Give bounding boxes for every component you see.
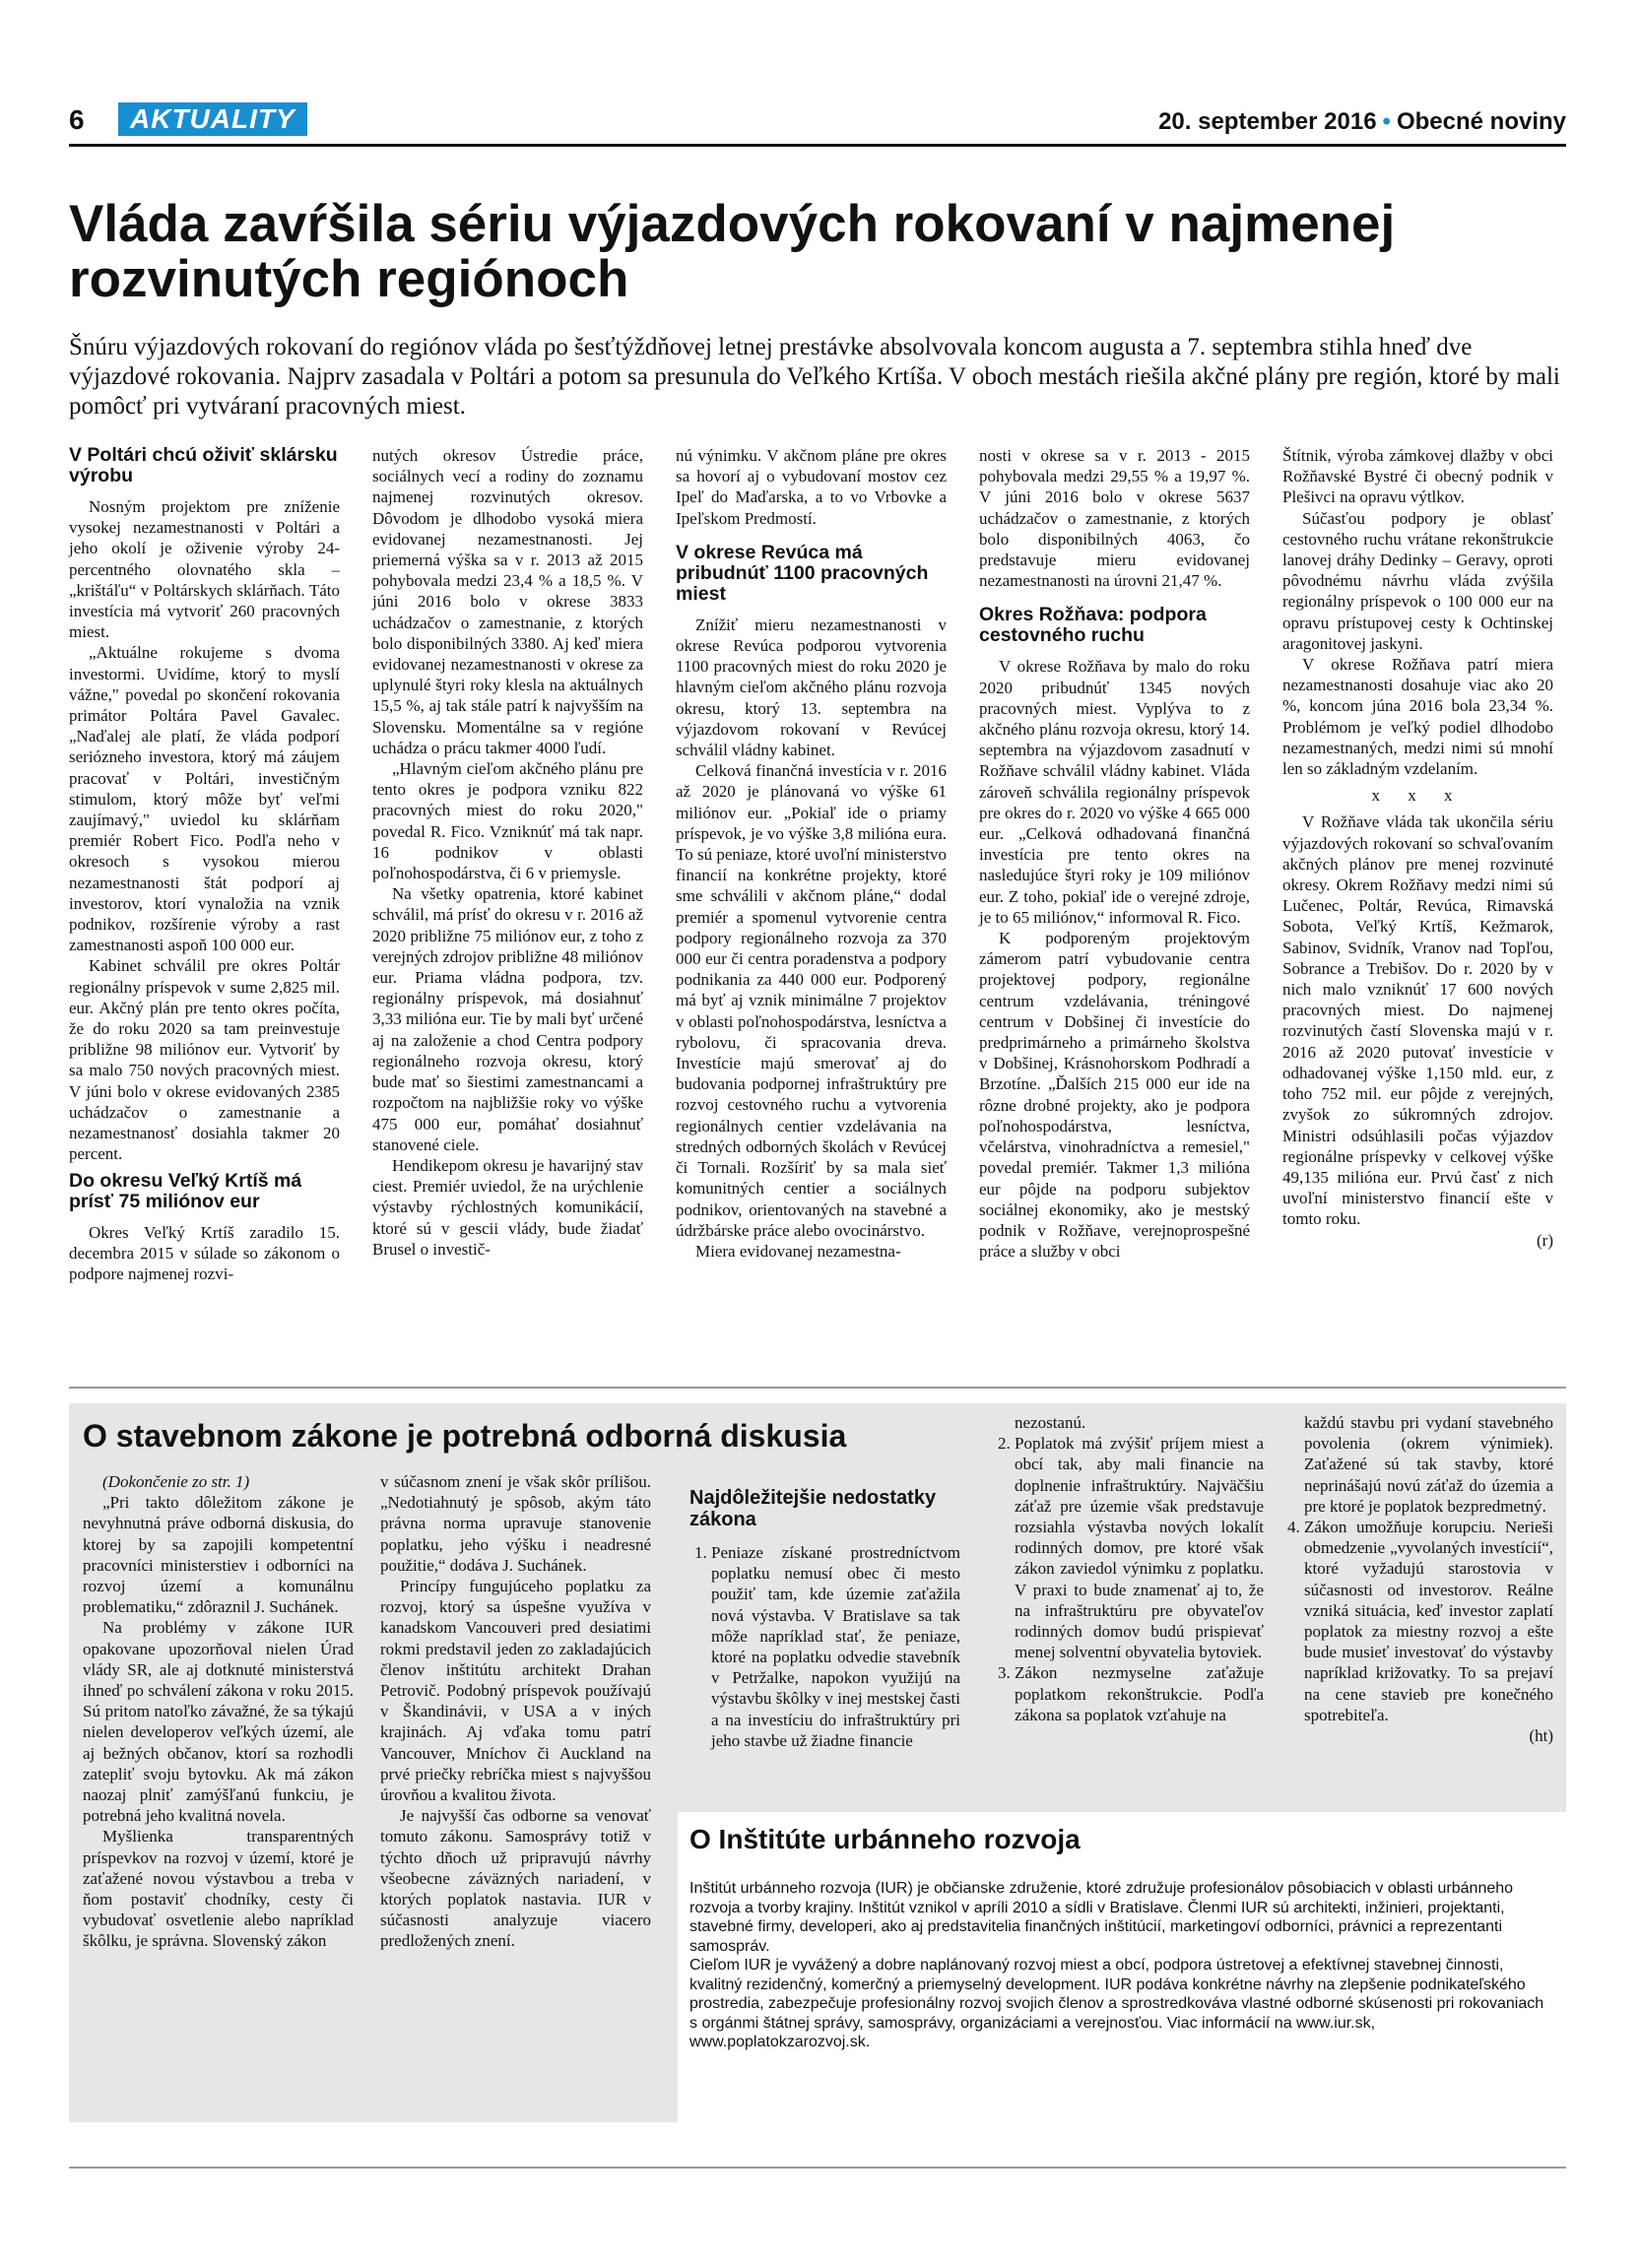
article-column-3	[676, 445, 947, 1262]
article-column-2	[372, 445, 643, 1260]
subheading-roznava: Okres Rožňava: podpora cestovného ruchu	[979, 604, 1207, 647]
list-item: 1. Peniaze získané prostredníctvom poplatku nemusí obec či mesto použiť tam, kde územie zaťažila nová výstavba. V Bratislave sa tak môže napríklad stať, že peniaze, ktoré na poplatku odvedie stavebník v Petržalke, napokon využijú na výstavbu škôlky v inej mestskej časti a na investíciu do infraštruktúry pri jeho stavbe už žiadne financie	[711, 1542, 960, 1751]
author-sign: (r)	[1537, 1230, 1553, 1250]
deficiency-list	[1282, 1517, 1553, 1725]
paragraph: nosti v okrese sa v r. 2013 - 2015 pohybovala medzi 29,55 % a 19,97 %. V júni 2016 bolo v okrese 5637 uchádzačov o zamestnanie, z ktorých bolo disponibilných 4063, čo predstavuje mieru evidovanej nezamestnanosti na úrovni 21,47 %.	[979, 446, 1250, 591]
article-headline: Vláda zavŕšila sériu výjazdových rokovaní v najmenej rozvinutých regiónoch	[69, 195, 1396, 308]
paragraph: v súčasnom znení je však skôr prílišou. „Nedotiahnutý je spôsob, akým táto právna norma upravuje stanovenie poplatku, jeho výšku i neadresné použitie,“ dodáva J. Suchánek.	[380, 1472, 651, 1575]
paragraph: V okrese Rožňava by malo do roku 2020 pribudnúť 1345 nových pracovných miest. Vyplýva to z akčného plánu rozvoja okresu, ktorý 14. septembra na výjazdovom zasadnutí v Rožňave schválil vládny kabinet. Vláda zároveň schválila regionálny príspevok pre okres do r. 2020 vo výške 4 665 000 eur. „Celková odhadovaná finančná investícia pre tento okres na nasledujúce štyri roky je 109 miliónov eur. Z toho, pokiaľ ide o verejné zdroje, je to 65 miliónov,“ informoval R. Fico.	[979, 657, 1250, 927]
newspaper-name: Obecné noviny	[1396, 108, 1566, 135]
paragraph: „Aktuálne rokujeme s dvoma investormi. Uvidíme, ktorý to myslí vážne," povedal po skončení rokovania primátor Poltára Pavel Gavalec. „Naďalej ale platí, že vláda podporí seriózneho investora, ktorý má záujem pracovať v Poltári, investičným stimulom, ktorý môže byť veľmi zaujímavý," uviedol ku sklárňam premiér Robert Fico. Podľa neho v okresoch s vysokou mierou nezamestnanosti štát podporí aj investorov, ktorí vynaložia na vznik podnikov, rozšírenie výroby a rast zamestnanosti aspoň 100 000 eur.	[69, 643, 340, 955]
paragraph: Hendikepom okresu je havarijný stav ciest. Premiér uviedol, že na urýchlenie výstavby rýchlostných komunikácií, ktoré sú v gescii vlády, bude žiadať Brusel o investič-	[372, 1155, 643, 1259]
article2-column-2	[380, 1471, 651, 1952]
subheading-velky-krtis: Do okresu Veľký Krtíš má prísť 75 miliónov eur	[69, 1169, 302, 1212]
separator-dot: •	[1382, 108, 1391, 135]
paragraph: Je najvyšší čas odborne sa venovať tomuto zákonu. Samosprávy totiž v týchto dňoch už pripravujú návrhy všeobecne záväzných nariadení, v ktorých poplatok nastavia. IUR v súčasnosti analyzuje viacero predložených znení.	[380, 1806, 651, 1951]
paragraph: Na všetky opatrenia, ktoré kabinet schválil, má prísť do okresu v r. 2016 až 2020 približne 75 miliónov eur, z toho z verejných zdrojov približne 48 miliónov eur. Priama vládna podpora, tzv. regionálny príspevok, má dosiahnuť 3,33 milióna eur. Tie by mali byť určené aj na založenie a chod Centra podpory regionálneho rozvoja okresu, ktorý bude mať so šiestimi zamestnancami a rozpočtom na najbližšie roky vo výške 475 000 eur, pomáhať dosiahnuť stanovené ciele.	[372, 884, 643, 1154]
paragraph: Súčasťou podpory je oblasť cestovného ruchu vrátane rekonštrukcie lanovej dráhy Dedinky – Geravy, oproti pôvodnému návrhu vláda zvýšila regionálny príspevok o 100 000 eur na opravu prístupovej cesty k Ochtinskej aragonitovej jaskyni.	[1282, 508, 1553, 653]
issue-date: 20. september 2016	[1158, 108, 1377, 135]
paragraph: nutých okresov Ústredie práce, sociálnych vecí a rodiny do zoznamu najmenej rozvinutých okresov. Dôvodom je dlhodobo vysoká miera evidovanej nezamestnanosti. Jej priemerná výška sa v r. 2013 až 2015 pohybovala medzi 23,4 % a 18,5 %. V júni 2016 bolo v okrese 3833 uchádzačov o zamestnanie, z ktorých bolo disponibilných 3380. Aj keď miera evidovanej nezamestnanosti v okrese za uplynulé štyri roky klesla na aktuálnych 15,5 %, aj tak stále patrí k najvyšším na Slovensku. Momentálne sa v regióne uchádza o prácu takmer 4000 ľudí.	[372, 446, 643, 757]
section-label: AKTUALITY	[118, 102, 307, 136]
paragraph: Cieľom IUR je vyvážený a dobre naplánovaný rozvoj miest a obcí, podpora ústretovej a efektívnej stavebnej činnosti, kvalitný rezidenčný, komerčný a priemyselný development. IUR podáva konkrétne návrhy na zlepšenie podnikateľského prostredia, zabezpečuje profesionálny rozvoj svojich členov a sprostredkováva vlastné odborné skúsenosti pri rokovaniach s orgánmi štátnej správy, samosprávy, organizáciami a verejnosťou. Viac informácií na www.iur.sk, www.poplatokzarozvoj.sk.	[689, 1957, 1544, 2050]
divider	[69, 2167, 1566, 2169]
list-continuation: nezostanú.	[1015, 1413, 1086, 1432]
subheading-poltar: V Poltári chcú oživiť sklársku výrobu	[69, 444, 338, 486]
divider	[69, 1387, 1566, 1389]
paragraph: V Rožňave vláda tak ukončila sériu výjazdových rokovaní so schvaľovaním akčných plánov pre menej rozvinuté okresy. Okrem Rožňavy medzi nimi sú Lučenec, Poltár, Revúca, Rimavská Sobota, Veľký Krtíš, Kežmarok, Sabinov, Svidník, Vranov nad Topľou, Sobrance a Trebišov. Do r. 2020 by v nich malo vzniknúť 17 600 nových pracovných miest. Do najmenej rozvinutých častí Slovenska majú v r. 2016 až 2020 putovať investície v odhadovanej výške 1,150 mld. eur, z toho 752 mil. eur pôjde z verejných, zvyšok zo súkromných zdrojov. Ministri odsúhlasili počas výjazdov regionálne príspevky v celkovej výške 49,135 milióna eur. Prvú časť z nich uvoľní ministerstvo financií ešte v tomto roku.	[1282, 812, 1553, 1229]
paragraph: K podporeným projektovým zámerom patrí vybudovanie centra projektovej podpory, regionálne centrum vzdelávania, tréningové centrum v Dobšinej či investície do predprimárneho a primárneho školstva v Dobšinej, Krásnohorskom Podhradí a Brzotíne. „Ďalších 215 000 eur ide na rôzne drobné projekty, ako je podpora poľnohospodárstva, lesníctva, včelárstva, vinohradníctva a remesiel," povedal premiér. Takmer 1,3 milióna eur pôjde na podporu subjektov sociálnej ekonomiky, ako je mestský podnik v Rožňave, verejnoprospešné práce a služby v obci	[979, 929, 1250, 1262]
article-column-5	[1282, 445, 1553, 1251]
paragraph: Nosným projektom pre zníženie vysokej nezamestnanosti v Poltári a jeho okolí je oživenie výroby 24-percentného olovnatého skla – „krištáľu“ v Poltárskych sklárňach. Táto investícia má vytvoriť 260 pracovných miest.	[69, 497, 340, 642]
deficiency-list	[689, 1542, 960, 1751]
paragraph: Princípy fungujúceho poplatku za rozvoj, ktorý sa úspešne využíva v kanadskom Vancouveri pred desiatimi rokmi predstavil jeden zo zakladajúcich členov inštitútu architekt Drahan Petrovič. Podobný príspevok používajú v Škandinávii, v USA a v iných krajinách. Aj vďaka tomu patrí Vancouver, Mníchov či Auckland na prvé priečky rebríčka miest s najvyššou úrovňou a kvalitou života.	[380, 1577, 651, 1805]
paragraph: Štítnik, výroba zámkovej dlažby v obci Rožňavské Bystré či obecný podnik v Plešivci na opravu výtlkov.	[1282, 446, 1553, 507]
paragraph: V okrese Rožňava patrí miera nezamestnanosti dosahuje viac ako 20 %, koncom júna 2016 bola 23,34 %. Problémom je veľký podiel dlhodobo nezamestnaných, medzi nimi sú mnohí len so základným vzdelaním.	[1282, 655, 1553, 779]
article2-column-5	[1282, 1412, 1553, 1746]
article2-column-1	[83, 1471, 354, 1952]
article2-column-3	[689, 1487, 960, 1751]
article2-column-4	[993, 1412, 1264, 1725]
paragraph: nú výnimku. V akčnom pláne pre okres sa hovorí aj o vybudovaní mostov cez Ipeľ do Maďarska, a to vo Vrbovke a Ipeľskom Predmostí.	[676, 446, 947, 528]
paragraph: Myšlienka transparentných príspevkov na rozvoj v území, ktoré je zaťažené novou výstavbou a treba v ňom postaviť chodníky, cesty či vybudovať osvetlenie alebo napríklad škôlku, je správna. Slovenský zákon	[83, 1827, 354, 1951]
list-item: 2. Poplatok má zvýšiť príjem miest a obcí tak, aby mali financie na doplnenie infraštruktúry. Najväčšiu záťaž pre územie však predstavuje rozsiahla výstavba nových lokalít rodinných domov, pre ktoré však zákon zaviedol výnimku z poplatku. V praxi to bude znamenať aj to, že na infraštruktúru pre obyvateľov rodinných domov budú prispievať menej solventní obyvatelia bytoviek.	[1015, 1433, 1264, 1662]
paragraph: Inštitút urbánneho rozvoja (IUR) je občianske združenie, ktoré združuje profesionálov pôsobiacich v oblasti urbánneho rozvoja a tvorby krajiny. Inštitút vznikol v apríli 2010 a sídli v Bratislave. Členmi IUR sú architekti, inžinieri, projektanti, stavebné firmy, developeri, ako aj predstavitelia finančných inštitúcií, marketingoví odborníci, právnici a reprezentanti samospráv.	[689, 1880, 1514, 1955]
paragraph: „Hlavným cieľom akčného plánu pre tento okres je podpora vzniku 822 pracovných miest do roku 2020," povedal R. Fico. Vzniknúť má tak napr. 16 podnikov v oblasti poľnohospodárstva, či 6 v priemysle.	[372, 759, 643, 883]
paragraph: Miera evidovanej nezamestna-	[695, 1241, 901, 1261]
paragraph: Okres Veľký Krtíš zaradilo 15. decembra 2015 v súlade so zákonom o podpore najmenej rozvi-	[69, 1222, 340, 1283]
deficiency-list	[993, 1433, 1264, 1725]
list-item: 4. Zákon umožňuje korupciu. Nerieši obmedzenie „vyvolaných investícií“, ktoré vyžadujú starostovia v súčasnosti od investorov. Reálne vzniká situácia, keď investor zaplatí poplatok za miestny rozvoj a ešte bude musieť investovať do výstavby napríklad križovatky. To sa prejaví na cene stavieb pre konečného spotrebiteľa.	[1304, 1517, 1553, 1725]
list-item: 3. Zákon nezmyselne zaťažuje poplatkom rekonštrukcie. Podľa zákona sa poplatok vzťahuje na	[1015, 1662, 1264, 1725]
subheading-nedostatky: Najdôležitejšie nedostatky zákona	[689, 1487, 937, 1530]
iur-box-title: O Inštitúte urbánneho rozvoja	[689, 1824, 1081, 1854]
iur-box-body	[689, 1879, 1544, 2052]
subheading-revuca: V okrese Revúca má pribudnúť 1100 pracovných miest	[676, 541, 929, 605]
article-lead: Šnúru výjazdových rokovaní do regiónov vláda po šesťtýždňovej letnej prestávke absolvovala koncom augusta a 7. septembra stihla hneď dve výjazdové rokovania. Najprv zasadala v Poltári a potom sa presunula do Veľkého Krtíša. V oboch mestách riešila akčné plány pre región, ktoré by mali pomôcť pri vytváraní pracovných miest.	[69, 334, 1560, 420]
section-break: x x x	[1371, 786, 1465, 806]
article-column-1	[69, 445, 340, 1284]
author-sign: (ht)	[1529, 1726, 1553, 1746]
continuation-note: (Dokončenie zo str. 1)	[102, 1472, 250, 1491]
article2-title: O stavebnom zákone je potrebná odborná diskusia	[83, 1418, 847, 1454]
paragraph: Celková finančná investícia v r. 2016 až 2020 je plánovaná vo výške 61 miliónov eur. „Pokiaľ ide o priamy príspevok, je vo výške 3,8 milióna eura. To sú peniaze, ktoré uvoľní ministerstvo financií na konkrétne projekty, ktoré sme schválili v akčnom pláne,“ dodal premiér a spomenul vytvorenie centra podpory regionálneho rozvoja za 370 000 eur či centra poradenstva a podpory podnikania za 440 000 eur. Podporený má byť aj vznik minimálne 7 projektov v oblasti poľnohospodárstva, lesníctva a rybolovu, či spracovania dreva. Investície majú smerovať aj do budovania podpornej infraštruktúry pre rozvoj cestovného ruchu a vytvorenia regionálnych centier vzdelávania na stredných odborných školách v Revúcej či Tornali. Rozšíriť by sa mala sieť komunitných centier a sociálnych podnikov, orientovaných na stavebné a údržbárske práce alebo ovocinárstvo.	[676, 761, 947, 1240]
paragraph: Znížiť mieru nezamestnanosti v okrese Revúca podporou vytvorenia 1100 pracovných miest do roku 2020 je hlavným cieľom akčného plánu rozvoja okresu, ktorý 13. septembra na výjazdovom rokovaní v Revúcej schválil vládny kabinet.	[676, 615, 947, 760]
paragraph: Kabinet schválil pre okres Poltár regionálny príspevok v sume 2,825 mil. eur. Akčný plán pre tento okres počíta, že do roku 2020 sa tam preinvestuje približne 98 miliónov eur. Vytvoriť by sa malo 750 nových pracovných miest. V júni bolo v okrese evidovaných 2385 uchádzačov o zamestnanie a nezamestnanosť dosiahla takmer 20 percent.	[69, 956, 340, 1164]
page-number: 6	[69, 104, 85, 135]
article-column-4	[979, 445, 1250, 1262]
list-continuation: každú stavbu pri vydaní stavebného povolenia (okrem výnimiek). Zaťažené sú tak stavby, ktoré neprinášajú novú záťaž do územia a pre ktoré je poplatok bezpredmetný.	[1304, 1413, 1553, 1516]
paragraph: Na problémy v zákone IUR opakovane upozorňoval nielen Úrad vlády SR, ale aj dotknuté ministerstvá ihneď po schválení zákona v roku 2015. Sú pritom natoľko závažné, že sa týkajú nielen developerov veľkých území, ale aj bežných občanov, ktorí sa rozhodli zatepliť svoju bytovku. Ak má zákon naozaj plniť zamýšľanú funkciu, je potrebná jeho kvalitná novela.	[83, 1618, 354, 1826]
paragraph: „Pri takto dôležitom zákone je nevyhnutná práve odborná diskusia, do ktorej by sa zapojili kompetentní pracovníci ministerstiev i odborníci na rozvoj území a komunálnu problematiku,“ zdôraznil J. Suchánek.	[83, 1493, 354, 1617]
page-header	[69, 98, 1566, 147]
dateline	[1158, 108, 1566, 136]
